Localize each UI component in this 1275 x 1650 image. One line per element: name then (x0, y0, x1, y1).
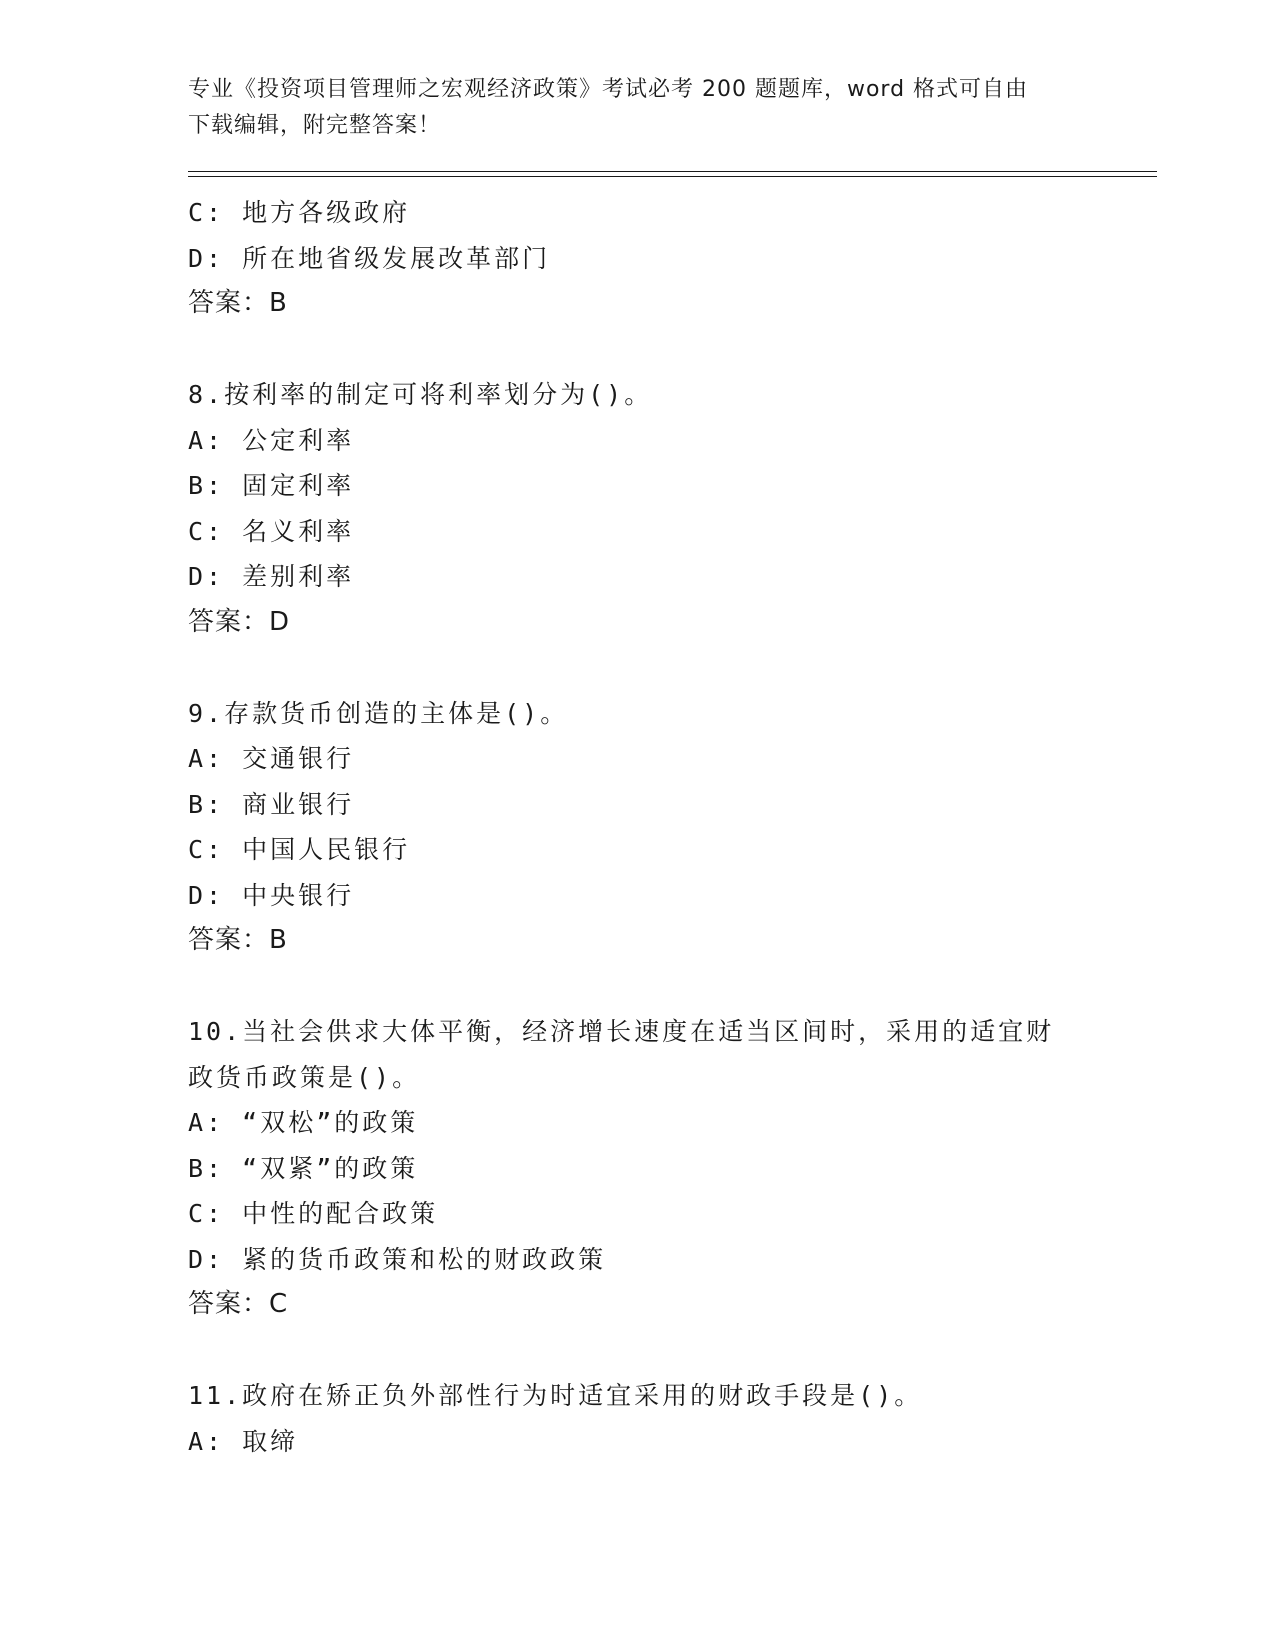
q10-option-c: C: 中性的配合政策 (188, 1199, 439, 1228)
document-header (188, 72, 1088, 144)
q8-question: 8.按利率的制定可将利率划分为()。 (188, 380, 653, 409)
q9-option-b: B: 商业银行 (188, 789, 355, 819)
header-divider-top (188, 171, 1157, 172)
q10-question-line-2: 政货币政策是()。 (188, 1062, 421, 1092)
header-line-2: 下载编辑，附完整答案！ (188, 113, 442, 138)
q8-option-d: D: 差别利率 (188, 562, 355, 591)
q9-option-d: D: 中央银行 (188, 880, 355, 910)
q9-option-c: C: 中国人民银行 (188, 835, 411, 864)
q9-option-a: A: 交通银行 (188, 744, 355, 773)
q10-option-b: B: “双紧”的政策 (188, 1153, 419, 1183)
question-list (188, 190, 1088, 1464)
q8-option-b: B: 固定利率 (188, 471, 355, 500)
q10-option-d: D: 紧的货币政策和松的财政政策 (188, 1244, 607, 1274)
q7-option-d: D: 所在地省级发展改革部门 (188, 243, 551, 273)
question-8-block (188, 372, 1088, 645)
q11-question: 11.政府在矫正负外部性行为时适宜采用的财政手段是()。 (188, 1381, 923, 1410)
spacer (188, 645, 1088, 691)
spacer (188, 1328, 1088, 1374)
question-9-block (188, 691, 1088, 964)
q11-option-a: A: 取缔 (188, 1426, 299, 1456)
question-7-block (188, 190, 1088, 327)
q7-answer: 答案：B (188, 288, 288, 318)
spacer (188, 964, 1088, 1010)
q8-option-a: A: 公定利率 (188, 425, 355, 455)
spacer (188, 327, 1088, 373)
question-11-block (188, 1373, 1088, 1464)
q8-option-c: C: 名义利率 (188, 516, 355, 546)
q9-question: 9.存款货币创造的主体是()。 (188, 698, 569, 728)
q10-answer: 答案：C (188, 1289, 289, 1319)
q8-answer: 答案：D (188, 606, 291, 637)
question-10-block (188, 1009, 1088, 1328)
q10-question-line-1: 10.当社会供求大体平衡，经济增长速度在适当区间时，采用的适宜财 (188, 1017, 1055, 1046)
q10-option-a: A: “双松”的政策 (188, 1108, 419, 1137)
q9-answer: 答案：B (188, 925, 288, 955)
header-line-1: 专业《投资项目管理师之宏观经济政策》考试必考 200 题题库，word 格式可自由 (188, 77, 1029, 102)
header-divider-bottom (188, 176, 1157, 177)
q7-option-c: C: 地方各级政府 (188, 198, 411, 227)
